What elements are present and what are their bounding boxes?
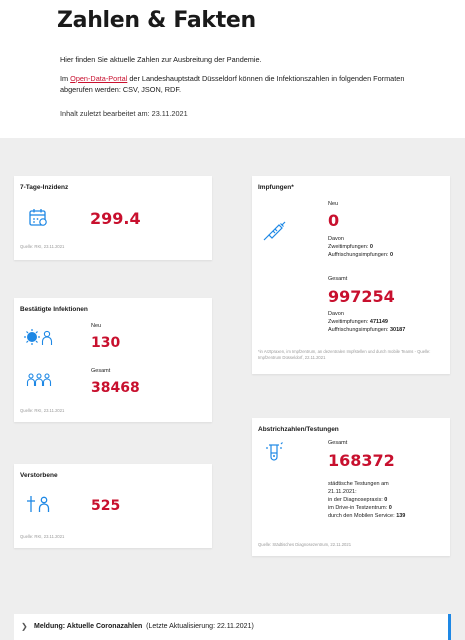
vacc-total-booster-label: Auffrischungsimpfungen: [328,327,390,333]
tests-line4 [328,504,392,512]
tests-line5-value: 139 [396,513,406,519]
tests-line5-label: durch den Mobilen Service: [328,513,397,519]
tests-line2: 21.11.2021: [328,489,357,495]
tests-line3-label: in der Diagnosepraxis: [328,497,385,503]
tests-line3 [328,496,387,504]
vacc-total-booster-value: 30187 [389,327,406,333]
cross-person-icon [26,494,52,514]
intro-text-post: der Landeshauptstadt Düsseldorf können die Infektionszahlen in folgenden Formaten abgerufen werden: CSV, JSON, RDF. [60,74,405,94]
meldung-label: Meldung: Aktuelle Coronazahlen [34,623,143,630]
tests-line5 [328,512,405,520]
vaccinations-source: *in Arztpraxen, im Impfzentrum, an dezentralen Impfstellen und durch mobile Teams - Quelle: Impfzentrum Düsseldorf, 22.11.2021 [258,349,431,360]
people-group-icon [26,372,52,388]
meldung-text [34,623,254,630]
vaccinations-title: Impfungen* [258,184,294,191]
meldung-accordion[interactable] [14,614,451,640]
incidence-source: Quelle: RKI, 23.11.2021 [20,244,65,249]
tests-line3-value: 0 [384,497,388,503]
vacc-total-second-label: Zweitimpfungen: [328,319,370,325]
tests-line4-label: im Drive-in Testzentrum: [328,505,389,511]
vacc-new-second-value: 0 [369,244,373,250]
incidence-title: 7-Tage-Inzidenz [20,184,69,191]
chevron-right-icon: ❯ [21,622,28,631]
tests-source: Quelle: Städtisches Diagnosezentrum, 22.11.2021 [258,542,352,547]
syringe-icon [262,220,286,242]
intro-opendata-text [60,73,420,95]
tests-title: Abstrichzahlen/Testungen [258,426,339,433]
vacc-new-booster-value: 0 [389,252,394,258]
deaths-card [14,464,212,548]
meldung-meta: (Letzte Aktualisierung: 22.11.2021) [146,623,254,630]
virus-person-icon [24,328,54,346]
test-tube-icon [264,442,286,464]
tests-line1: städtische Testungen am [328,481,389,487]
vacc-new-davon: Davon [328,236,344,242]
vacc-total-booster [328,326,405,334]
vacc-total-label: Gesamt [328,276,348,282]
tests-total-value: 168372 [328,451,395,470]
infections-new-value: 130 [91,335,121,351]
vacc-total-second-value: 471149 [369,319,388,325]
vacc-total-davon: Davon [328,311,344,317]
tests-total-label: Gesamt [328,440,348,446]
tests-card [252,418,450,556]
infections-total-label: Gesamt [91,368,111,374]
vacc-new-label: Neu [328,201,339,207]
last-updated-text: Inhalt zuletzt bearbeitet am: 23.11.2021 [60,109,188,118]
vacc-total-second [328,318,388,326]
incidence-card [14,176,212,260]
intro-text: Hier finden Sie aktuelle Zahlen zur Ausbreitung der Pandemie. [60,55,262,64]
vacc-new-value: 0 [328,211,340,230]
vacc-new-second-label: Zweitimpfungen: [328,244,370,250]
deaths-value: 525 [91,498,121,514]
infections-card [14,298,212,422]
open-data-portal-link[interactable]: Open-Data-Portal [70,74,128,83]
tests-line4-value: 0 [388,505,392,511]
infections-total-value: 38468 [91,380,140,396]
vacc-new-second [328,243,373,251]
deaths-source: Quelle: RKI, 23.11.2021 [20,534,65,539]
infections-title: Bestätigte Infektionen [20,306,88,313]
intro-section [0,0,465,138]
infections-new-label: Neu [91,323,102,329]
incidence-value: 299.4 [90,209,141,228]
calendar-virus-icon [28,208,50,228]
infections-source: Quelle: RKI, 23.11.2021 [20,408,65,413]
intro-text-pre: Im [60,74,71,83]
vacc-new-booster [328,251,393,259]
page-title: Zahlen & Fakten [57,8,256,33]
vacc-total-value: 997254 [328,287,395,306]
vacc-new-booster-label: Auffrischungsimpfungen: [328,252,390,258]
vaccinations-card [252,176,450,374]
deaths-title: Verstorbene [20,472,58,479]
